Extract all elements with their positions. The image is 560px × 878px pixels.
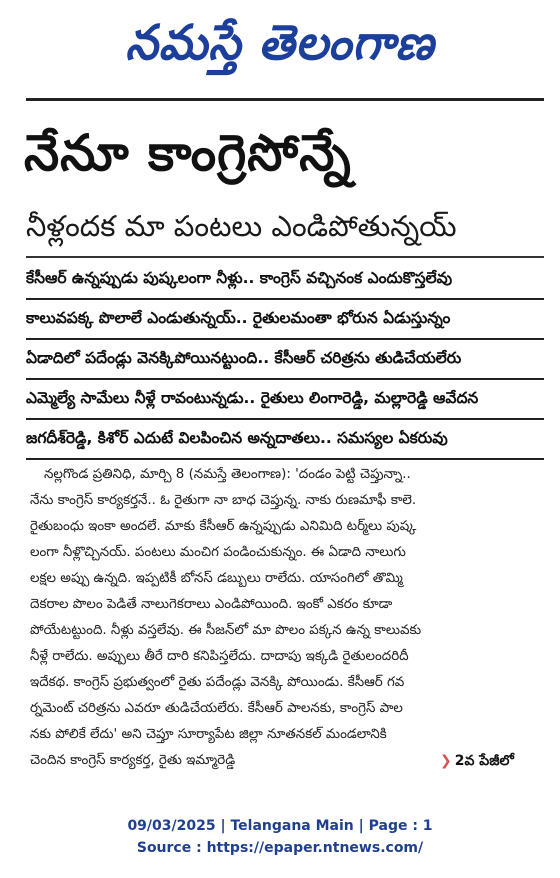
deck-line: కేసీఆర్ ఉన్నప్పుడు పుష్కలంగా నీళ్లు.. కాంగ్రెస్ వచ్చినంక ఎందుకొస్తలేవు <box>26 269 453 287</box>
body-line: దెకరాల పొలం పెడితే నాలుగెకరాలు ఎండిపోయింది. ఇంకో ఎకరం కూడా <box>30 597 393 612</box>
deck-rule <box>26 338 544 340</box>
body-line: నల్లగొండ ప్రతినిధి, మార్చి 8 (నమస్తే తెలంగాణ): 'దండం పెట్టి చెప్తున్నా.. <box>44 467 411 482</box>
chevron-right-icon: ❯ <box>440 753 452 769</box>
deck-rule <box>26 378 544 380</box>
body-line: నేను కాంగ్రెస్ కార్యకర్తనే.. ఓ రైతుగా నా బాధ చెప్తున్న. నాకు రుణమాఫీ కాలె. <box>30 493 417 508</box>
body-line: ర్నమెంట్ చరిత్రను ఎవరూ తుడిచేయలేరు. కేసీఆర్ పాలనకు, కాంగ్రెస్ పాల <box>30 701 403 716</box>
article-subheadline: నీళ్లందక మా పంటలు ఎండిపోతున్నయ్ <box>26 209 457 243</box>
deck-line: ఏడాదిలో పదేండ్లు వెనక్కిపోయినట్టుంది.. కేసీఆర్ చరిత్రను తుడిచేయలేరు <box>26 349 462 367</box>
body-line: లంగా నీళ్లొచ్చినయ్. పంటలు మంచిగ పండించుకున్నం. ఈ ఏడాది నాలుగు <box>30 545 406 560</box>
body-line: చెందిన కాంగ్రెస్ కార్యకర్త, రైతు ఇమ్మారెడ్డి <box>30 753 236 768</box>
body-line: ఇదేకథ. కాంగ్రెస్ ప్రభుత్వంలో రైతు పదేండ్లు వెనక్కి పోయిండు. కేసీఆర్ గవ <box>30 675 405 690</box>
body-line: పోయేటట్టుంది. నీళ్లు వస్తలేవు. ఈ సీజన్‌లో మా పొలం పక్కన ఉన్న కాలువకు <box>30 623 422 638</box>
masthead-logo: నమస్తే తెలంగాణ <box>125 13 435 71</box>
deck-rule <box>26 418 544 420</box>
deck-rule <box>26 298 544 300</box>
footer-source-link[interactable]: Source : https://epaper.ntnews.com/ <box>136 840 424 856</box>
deck-rule <box>26 458 544 460</box>
body-line: నకు పోలికే లేదు' అని చెప్తూ సూర్యాపేట జిల్లా నూతనకల్ మండలానికి <box>30 727 387 742</box>
subhead-rule <box>26 256 544 258</box>
deck-line: ఎమ్మెల్యే సామేలు నీళ్లే రావంటున్నడు.. రైతులు లింగారెడ్డి, మల్లారెడ్డి ఆవేదన <box>26 389 479 407</box>
body-line: నీళ్లే రాలేదు. అప్పులు తీరే దారి కనిపిస్తలేదు. దాదాపు ఇక్కడి రైతులందరిదీ <box>30 649 409 664</box>
deck-line: జగదీశ్‌రెడ్డి, కిశోర్ ఎదుటే విలపించిన అన్నదాతలు.. సమస్యల ఏకరువు <box>26 429 448 447</box>
body-line: రైతుబంధు ఇంకా అందలే. మాకు కేసీఆర్ ఉన్నప్పుడు ఎనిమిది టర్మ్‌లు పుష్క <box>30 519 417 534</box>
continued-on-page-link[interactable] <box>440 748 514 774</box>
deck-line: కాలువపక్క పొలాలే ఎండుతున్నయ్.. రైతులమంతా భోరున ఏడుస్తున్నం <box>26 309 451 327</box>
article-headline: నేనూ కాంగ్రెసోన్నే <box>24 124 352 182</box>
continued-label: 2వ పేజీలో <box>454 753 514 769</box>
headline-rule <box>26 98 544 101</box>
body-line: లక్షల అప్పు ఉన్నది. ఇప్పటికీ బోనస్ డబ్బులు రాలేదు. యాసంగిలో తొమ్మి <box>30 571 403 586</box>
footer-edition-info: 09/03/2025 | Telangana Main | Page : 1 <box>127 818 433 834</box>
masthead <box>0 6 560 78</box>
